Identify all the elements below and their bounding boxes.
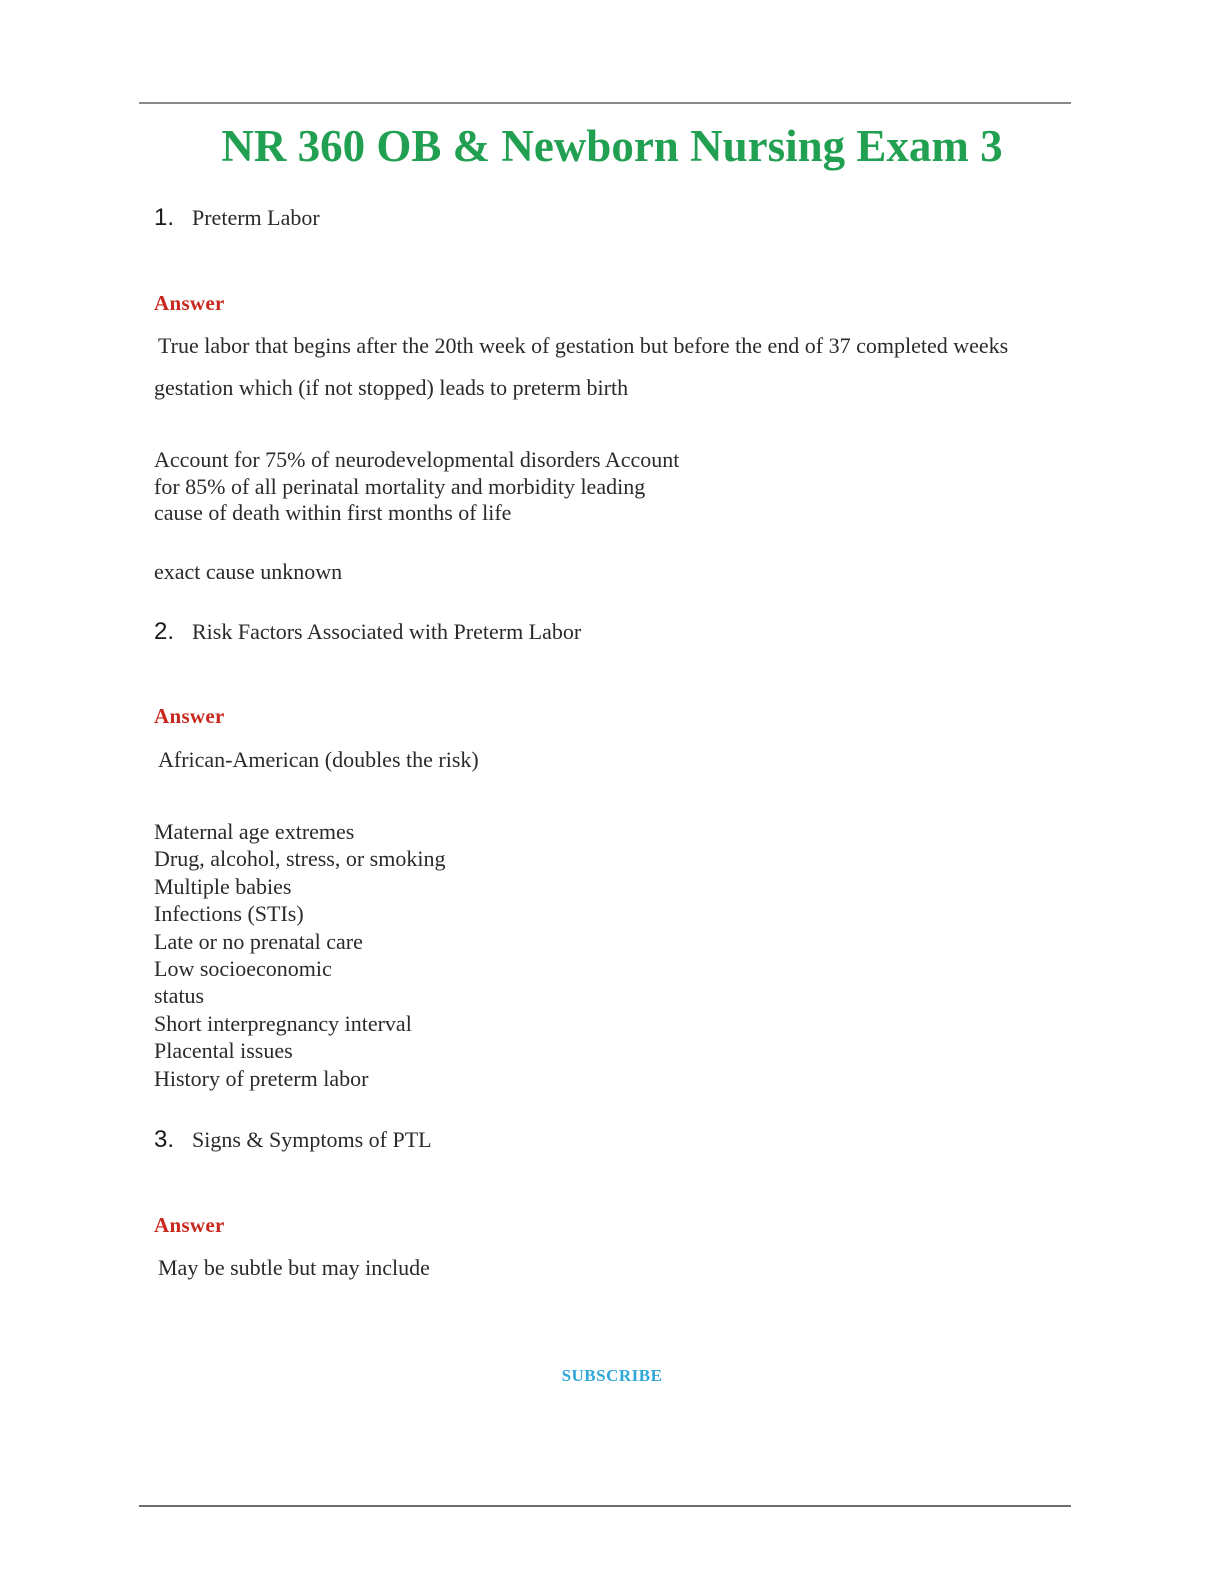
list-item: Short interpregnancy interval: [154, 1010, 412, 1036]
question-2: [154, 618, 581, 646]
question-text: Risk Factors Associated with Preterm Labor: [192, 619, 582, 644]
list-item: Low socioeconomic: [154, 956, 332, 982]
answer-1-line-2: gestation which (if not stopped) leads to preterm birth: [154, 375, 629, 400]
question-number: 1.: [154, 204, 175, 231]
question-1: [154, 204, 320, 232]
question-number: 2.: [154, 618, 175, 645]
question-3: [154, 1126, 432, 1154]
list-item: Infections (STIs): [154, 901, 304, 927]
paragraph-line: Account for 75% of neurodevelopmental disorders Account: [154, 447, 680, 472]
bottom-divider: [139, 1505, 1071, 1507]
answer-1-line-1: True labor that begins after the 20th week of gestation but before the end of 37 completed weeks: [158, 333, 1009, 358]
answer-1-note: exact cause unknown: [154, 559, 343, 584]
answer-1-paragraph: [154, 447, 679, 527]
answer-2-line-1: African-American (doubles the risk): [158, 747, 479, 772]
question-number: 3.: [154, 1126, 175, 1153]
answer-label-1: Answer: [154, 291, 225, 315]
list-item: History of preterm labor: [154, 1065, 369, 1091]
list-item: Late or no prenatal care: [154, 928, 363, 954]
question-text: Preterm Labor: [192, 205, 320, 230]
list-item: Placental issues: [154, 1038, 293, 1064]
paragraph-line: cause of death within first months of life: [154, 500, 512, 526]
list-item: Drug, alcohol, stress, or smoking: [154, 846, 446, 872]
answer-label-2: Answer: [154, 704, 225, 728]
list-item: Maternal age extremes: [154, 819, 355, 844]
answer-3-line-1: May be subtle but may include: [158, 1255, 430, 1280]
list-item: Multiple babies: [154, 873, 292, 899]
list-item: status: [154, 983, 205, 1009]
subscribe-link[interactable]: SUBSCRIBE: [561, 1366, 663, 1385]
question-text: Signs & Symptoms of PTL: [192, 1127, 432, 1152]
paragraph-line: for 85% of all perinatal mortality and morbidity leading: [154, 473, 646, 499]
top-divider: [139, 102, 1071, 104]
answer-label-3: Answer: [154, 1213, 225, 1237]
document-title: NR 360 OB & Newborn Nursing Exam 3: [221, 121, 1003, 171]
risk-factor-list: [154, 818, 445, 1092]
